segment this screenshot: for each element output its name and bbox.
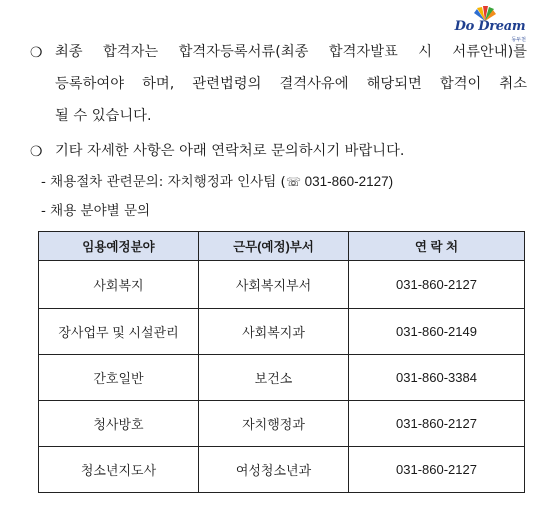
notice1-line3: 될 수 있습니다.	[55, 108, 152, 124]
header-department: 근무(예정)부서	[199, 232, 349, 261]
contact-procedure-label: - 채용절차 관련문의: 자치행정과 인사팀 (	[41, 174, 286, 190]
contact-by-field-line: - 채용 분야별 문의	[41, 203, 151, 219]
field-cell: 청소년지도사	[39, 447, 199, 493]
header-contact: 연 락 처	[349, 232, 525, 261]
department-cell: 사회복지부서	[199, 261, 349, 309]
phone-icon: ☏	[285, 175, 301, 189]
phone-cell: 031-860-2127	[349, 447, 525, 493]
notice2-line1: 기타 자세한 사항은 아래 연락처로 문의하시기 바랍니다.	[55, 143, 405, 159]
phone-cell: 031-860-2127	[349, 401, 525, 447]
phone-cell: 031-860-3384	[349, 355, 525, 401]
table-row	[39, 447, 525, 493]
phone-cell: 031-860-2127	[349, 261, 525, 309]
contact-procedure-phone: 031-860-2127)	[300, 174, 394, 189]
logo-brand-text: Do Dream	[454, 19, 526, 34]
table-header-row	[39, 232, 525, 261]
department-cell: 사회복지과	[199, 309, 349, 355]
department-cell: 자치행정과	[199, 401, 349, 447]
bullet-icon: ❍	[30, 144, 43, 160]
field-cell: 장사업무 및 시설관리	[39, 309, 199, 355]
contact-procedure-line	[41, 172, 393, 192]
table-row	[39, 401, 525, 447]
field-cell: 간호일반	[39, 355, 199, 401]
department-cell: 여성청소년과	[199, 447, 349, 493]
notice1-line1: 최종 합격자는 합격자등록서류(최종 합격자발표 시 서류안내)를	[55, 44, 527, 60]
table-row	[39, 355, 525, 401]
contacts-table	[38, 231, 525, 493]
notice1-line2: 등록하여야 하며, 관련법령의 결격사유에 해당되면 합격이 취소	[55, 76, 527, 92]
field-cell: 사회복지	[39, 261, 199, 309]
field-cell: 청사방호	[39, 401, 199, 447]
header-field: 임용예정분야	[39, 232, 199, 261]
phone-cell: 031-860-2149	[349, 309, 525, 355]
table-row	[39, 261, 525, 309]
bullet-icon: ❍	[30, 45, 43, 61]
department-cell: 보건소	[199, 355, 349, 401]
logo-tagline: 동두천	[511, 37, 526, 43]
table-row	[39, 309, 525, 355]
do-dream-logo	[452, 6, 528, 46]
